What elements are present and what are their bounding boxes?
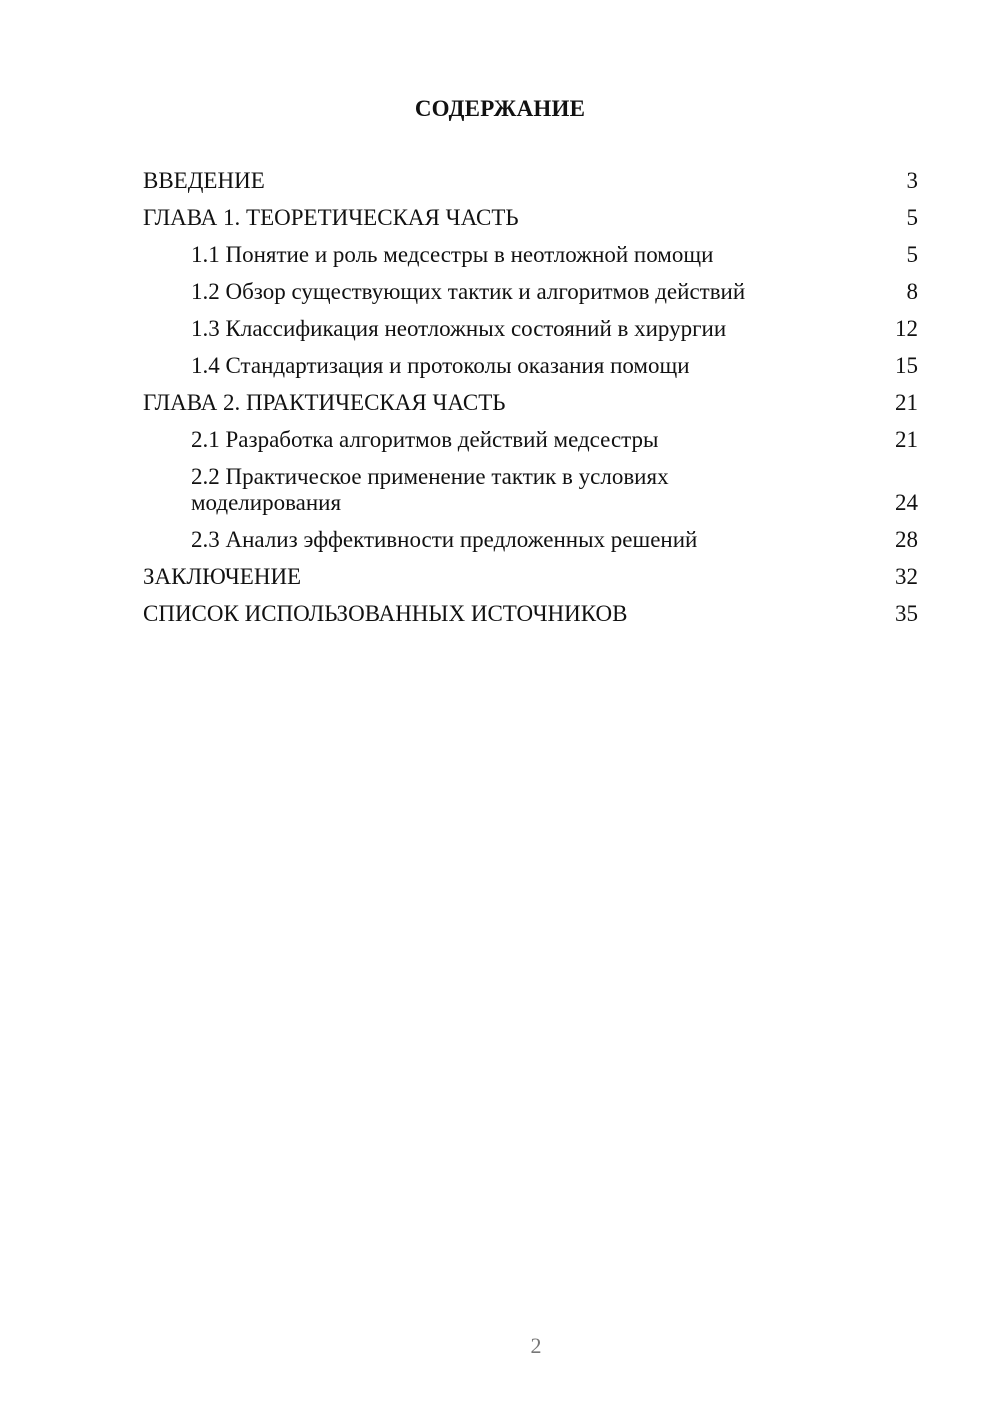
toc-entry-section-1-2 — [143, 279, 918, 305]
toc-entry-label: 1.2 Обзор существующих тактик и алгоритмов действий — [191, 279, 746, 304]
toc-entry-label: ГЛАВА 2. ПРАКТИЧЕСКАЯ ЧАСТЬ — [143, 390, 506, 415]
toc-entry-chapter-1 — [143, 205, 918, 231]
toc-entry-conclusion — [143, 564, 918, 590]
toc-entry-page: 5 — [906, 242, 918, 267]
toc-entry-label: ВВЕДЕНИЕ — [143, 168, 265, 193]
toc-entry-section-2-2 — [143, 464, 918, 516]
table-of-contents — [143, 168, 918, 638]
toc-entry-label: ЗАКЛЮЧЕНИЕ — [143, 564, 302, 589]
toc-entry-page: 24 — [895, 490, 918, 515]
toc-entry-section-1-4 — [143, 353, 918, 379]
toc-entry-page: 3 — [906, 168, 918, 193]
toc-entry-label: 2.2 Практическое применение тактик в условиях моделирования — [191, 464, 669, 515]
toc-entry-section-2-1 — [143, 427, 918, 453]
toc-entry-label: 2.3 Анализ эффективности предложенных решений — [191, 527, 698, 552]
toc-entry-page: 32 — [895, 564, 918, 589]
toc-entry-page: 28 — [895, 527, 918, 552]
page-number: 2 — [530, 1333, 542, 1358]
toc-entry-label: СПИСОК ИСПОЛЬЗОВАННЫХ ИСТОЧНИКОВ — [143, 601, 628, 626]
toc-entry-section-1-1 — [143, 242, 918, 268]
toc-entry-label: 1.3 Классификация неотложных состояний в хирургии — [191, 316, 727, 341]
toc-entry-label: 1.4 Стандартизация и протоколы оказания помощи — [191, 353, 690, 378]
toc-entry-introduction — [143, 168, 918, 194]
toc-entry-label: ГЛАВА 1. ТЕОРЕТИЧЕСКАЯ ЧАСТЬ — [143, 205, 519, 230]
toc-entry-section-1-3 — [143, 316, 918, 342]
toc-title: СОДЕРЖАНИЕ — [414, 96, 586, 121]
toc-entry-page: 12 — [895, 316, 918, 341]
toc-entry-label: 1.1 Понятие и роль медсестры в неотложной помощи — [191, 242, 714, 267]
toc-entry-page: 35 — [895, 601, 918, 626]
toc-entry-section-2-3 — [143, 527, 918, 553]
toc-entry-chapter-2 — [143, 390, 918, 416]
toc-entry-page: 21 — [895, 390, 918, 415]
toc-entry-page: 21 — [895, 427, 918, 452]
toc-entry-label: 2.1 Разработка алгоритмов действий медсестры — [191, 427, 659, 452]
toc-entry-page: 5 — [906, 205, 918, 230]
toc-entry-page: 15 — [895, 353, 918, 378]
toc-entry-references — [143, 601, 918, 627]
toc-entry-page: 8 — [906, 279, 918, 304]
